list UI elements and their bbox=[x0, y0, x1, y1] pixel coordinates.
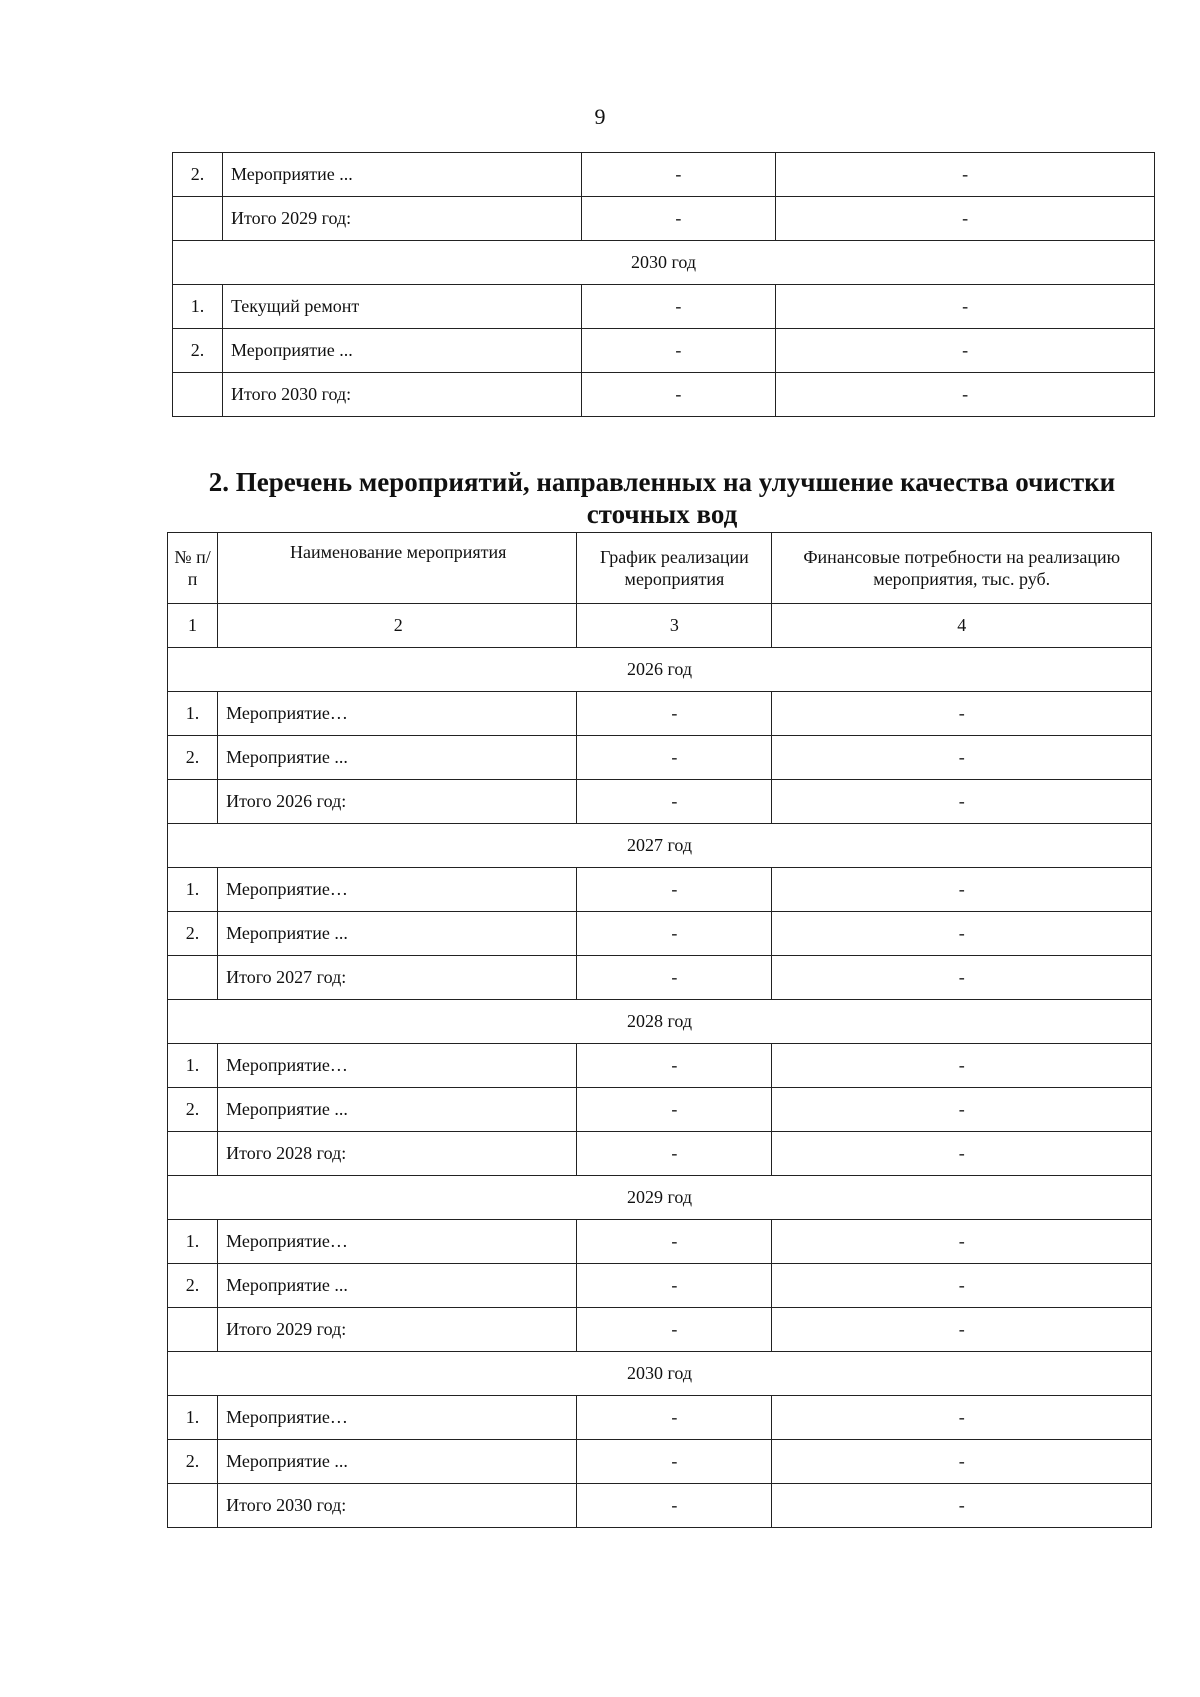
schedule-cell: - bbox=[577, 1088, 772, 1132]
schedule-cell: - bbox=[577, 736, 772, 780]
table-row bbox=[168, 1396, 1152, 1440]
column-number: 2 bbox=[218, 604, 577, 648]
finance-cell: - bbox=[772, 1264, 1152, 1308]
continued-table bbox=[172, 152, 1155, 417]
schedule-cell: - bbox=[581, 197, 776, 241]
row-number: 2. bbox=[168, 1440, 218, 1484]
table-row bbox=[173, 285, 1155, 329]
measure-name: Итого 2029 год: bbox=[223, 197, 582, 241]
finance-cell: - bbox=[772, 1132, 1152, 1176]
measure-name: Мероприятие ... bbox=[223, 329, 582, 373]
finance-cell: - bbox=[772, 1220, 1152, 1264]
year-label: 2030 год bbox=[173, 241, 1155, 285]
schedule-cell: - bbox=[577, 1396, 772, 1440]
table-row bbox=[173, 329, 1155, 373]
finance-cell: - bbox=[772, 736, 1152, 780]
total-row bbox=[173, 373, 1155, 417]
column-numbers-row bbox=[168, 604, 1152, 648]
row-number: 1. bbox=[173, 285, 223, 329]
schedule-cell: - bbox=[577, 1484, 772, 1528]
schedule-cell: - bbox=[581, 373, 776, 417]
schedule-cell: - bbox=[577, 1220, 772, 1264]
measure-name: Итого 2026 год: bbox=[218, 780, 577, 824]
row-number: 2. bbox=[168, 1088, 218, 1132]
header-schedule: График реализации мероприятия bbox=[577, 533, 772, 604]
measure-name: Мероприятие ... bbox=[218, 1264, 577, 1308]
table-row bbox=[168, 736, 1152, 780]
measure-name: Мероприятие ... bbox=[218, 1088, 577, 1132]
year-label: 2029 год bbox=[168, 1176, 1152, 1220]
year-row bbox=[168, 1176, 1152, 1220]
measures-table-body bbox=[168, 648, 1152, 1528]
measure-name: Мероприятие ... bbox=[223, 153, 582, 197]
schedule-cell: - bbox=[577, 1264, 772, 1308]
row-number: 1. bbox=[168, 692, 218, 736]
measure-name: Итого 2030 год: bbox=[218, 1484, 577, 1528]
total-row bbox=[168, 1308, 1152, 1352]
measure-name: Мероприятие ... bbox=[218, 736, 577, 780]
finance-cell: - bbox=[772, 692, 1152, 736]
schedule-cell: - bbox=[581, 329, 776, 373]
measure-name: Итого 2027 год: bbox=[218, 956, 577, 1000]
total-row bbox=[168, 1484, 1152, 1528]
measure-name: Итого 2028 год: bbox=[218, 1132, 577, 1176]
row-number: 1. bbox=[168, 1044, 218, 1088]
finance-cell: - bbox=[772, 1440, 1152, 1484]
row-number: 2. bbox=[173, 329, 223, 373]
total-row bbox=[168, 1132, 1152, 1176]
finance-cell: - bbox=[772, 912, 1152, 956]
schedule-cell: - bbox=[577, 1440, 772, 1484]
finance-cell: - bbox=[772, 956, 1152, 1000]
column-number: 1 bbox=[168, 604, 218, 648]
header-name: Наименование мероприятия bbox=[218, 533, 577, 604]
total-row bbox=[168, 780, 1152, 824]
measure-name: Мероприятие ... bbox=[218, 1440, 577, 1484]
finance-cell: - bbox=[776, 197, 1155, 241]
schedule-cell: - bbox=[577, 1044, 772, 1088]
measure-name: Мероприятие ... bbox=[218, 912, 577, 956]
row-number: 2. bbox=[168, 912, 218, 956]
schedule-cell: - bbox=[577, 1132, 772, 1176]
row-number bbox=[168, 1484, 218, 1528]
row-number bbox=[168, 780, 218, 824]
finance-cell: - bbox=[772, 1308, 1152, 1352]
column-number: 4 bbox=[772, 604, 1152, 648]
table-row bbox=[168, 1088, 1152, 1132]
year-label: 2028 год bbox=[168, 1000, 1152, 1044]
finance-cell: - bbox=[772, 1396, 1152, 1440]
table-row bbox=[168, 1264, 1152, 1308]
table-row bbox=[168, 1440, 1152, 1484]
row-number bbox=[173, 197, 223, 241]
finance-cell: - bbox=[776, 285, 1155, 329]
row-number bbox=[168, 956, 218, 1000]
section-title-line2: сточных вод bbox=[586, 499, 738, 529]
schedule-cell: - bbox=[577, 780, 772, 824]
year-row bbox=[168, 824, 1152, 868]
table-row bbox=[168, 868, 1152, 912]
finance-cell: - bbox=[772, 780, 1152, 824]
year-label: 2026 год bbox=[168, 648, 1152, 692]
year-label: 2027 год bbox=[168, 824, 1152, 868]
measure-name: Мероприятие… bbox=[218, 868, 577, 912]
row-number: 1. bbox=[168, 1396, 218, 1440]
schedule-cell: - bbox=[577, 1308, 772, 1352]
measures-table-header bbox=[168, 533, 1152, 648]
finance-cell: - bbox=[772, 868, 1152, 912]
measure-name: Мероприятие… bbox=[218, 1220, 577, 1264]
table-row bbox=[168, 912, 1152, 956]
year-row bbox=[173, 241, 1155, 285]
row-number: 2. bbox=[168, 736, 218, 780]
measure-name: Итого 2030 год: bbox=[223, 373, 582, 417]
year-row bbox=[168, 1352, 1152, 1396]
measure-name: Мероприятие… bbox=[218, 1396, 577, 1440]
finance-cell: - bbox=[776, 329, 1155, 373]
schedule-cell: - bbox=[577, 912, 772, 956]
measure-name: Текущий ремонт bbox=[223, 285, 582, 329]
schedule-cell: - bbox=[577, 692, 772, 736]
table-row bbox=[168, 692, 1152, 736]
schedule-cell: - bbox=[577, 868, 772, 912]
row-number: 1. bbox=[168, 1220, 218, 1264]
year-label: 2030 год bbox=[168, 1352, 1152, 1396]
continued-table-body bbox=[173, 153, 1155, 417]
measure-name: Мероприятие… bbox=[218, 1044, 577, 1088]
finance-cell: - bbox=[776, 153, 1155, 197]
total-row bbox=[168, 956, 1152, 1000]
measure-name: Мероприятие… bbox=[218, 692, 577, 736]
schedule-cell: - bbox=[577, 956, 772, 1000]
table-row bbox=[168, 1044, 1152, 1088]
row-number: 2. bbox=[168, 1264, 218, 1308]
row-number: 1. bbox=[168, 868, 218, 912]
total-row bbox=[173, 197, 1155, 241]
header-num: № п/п bbox=[168, 533, 218, 604]
row-number bbox=[173, 373, 223, 417]
header-row bbox=[168, 533, 1152, 604]
column-number: 3 bbox=[577, 604, 772, 648]
row-number bbox=[168, 1132, 218, 1176]
table-row bbox=[173, 153, 1155, 197]
finance-cell: - bbox=[772, 1484, 1152, 1528]
page-number: 9 bbox=[594, 104, 606, 129]
finance-cell: - bbox=[776, 373, 1155, 417]
finance-cell: - bbox=[772, 1088, 1152, 1132]
measure-name: Итого 2029 год: bbox=[218, 1308, 577, 1352]
row-number bbox=[168, 1308, 218, 1352]
row-number: 2. bbox=[173, 153, 223, 197]
year-row bbox=[168, 648, 1152, 692]
finance-cell: - bbox=[772, 1044, 1152, 1088]
header-finance: Финансовые потребности на реализацию мероприятия, тыс. руб. bbox=[772, 533, 1152, 604]
schedule-cell: - bbox=[581, 285, 776, 329]
section-title-line1: 2. Перечень мероприятий, направленных на улучшение качества очистки bbox=[208, 467, 1116, 497]
schedule-cell: - bbox=[581, 153, 776, 197]
measures-table bbox=[167, 532, 1152, 1528]
table-row bbox=[168, 1220, 1152, 1264]
section-title bbox=[172, 466, 1152, 530]
year-row bbox=[168, 1000, 1152, 1044]
